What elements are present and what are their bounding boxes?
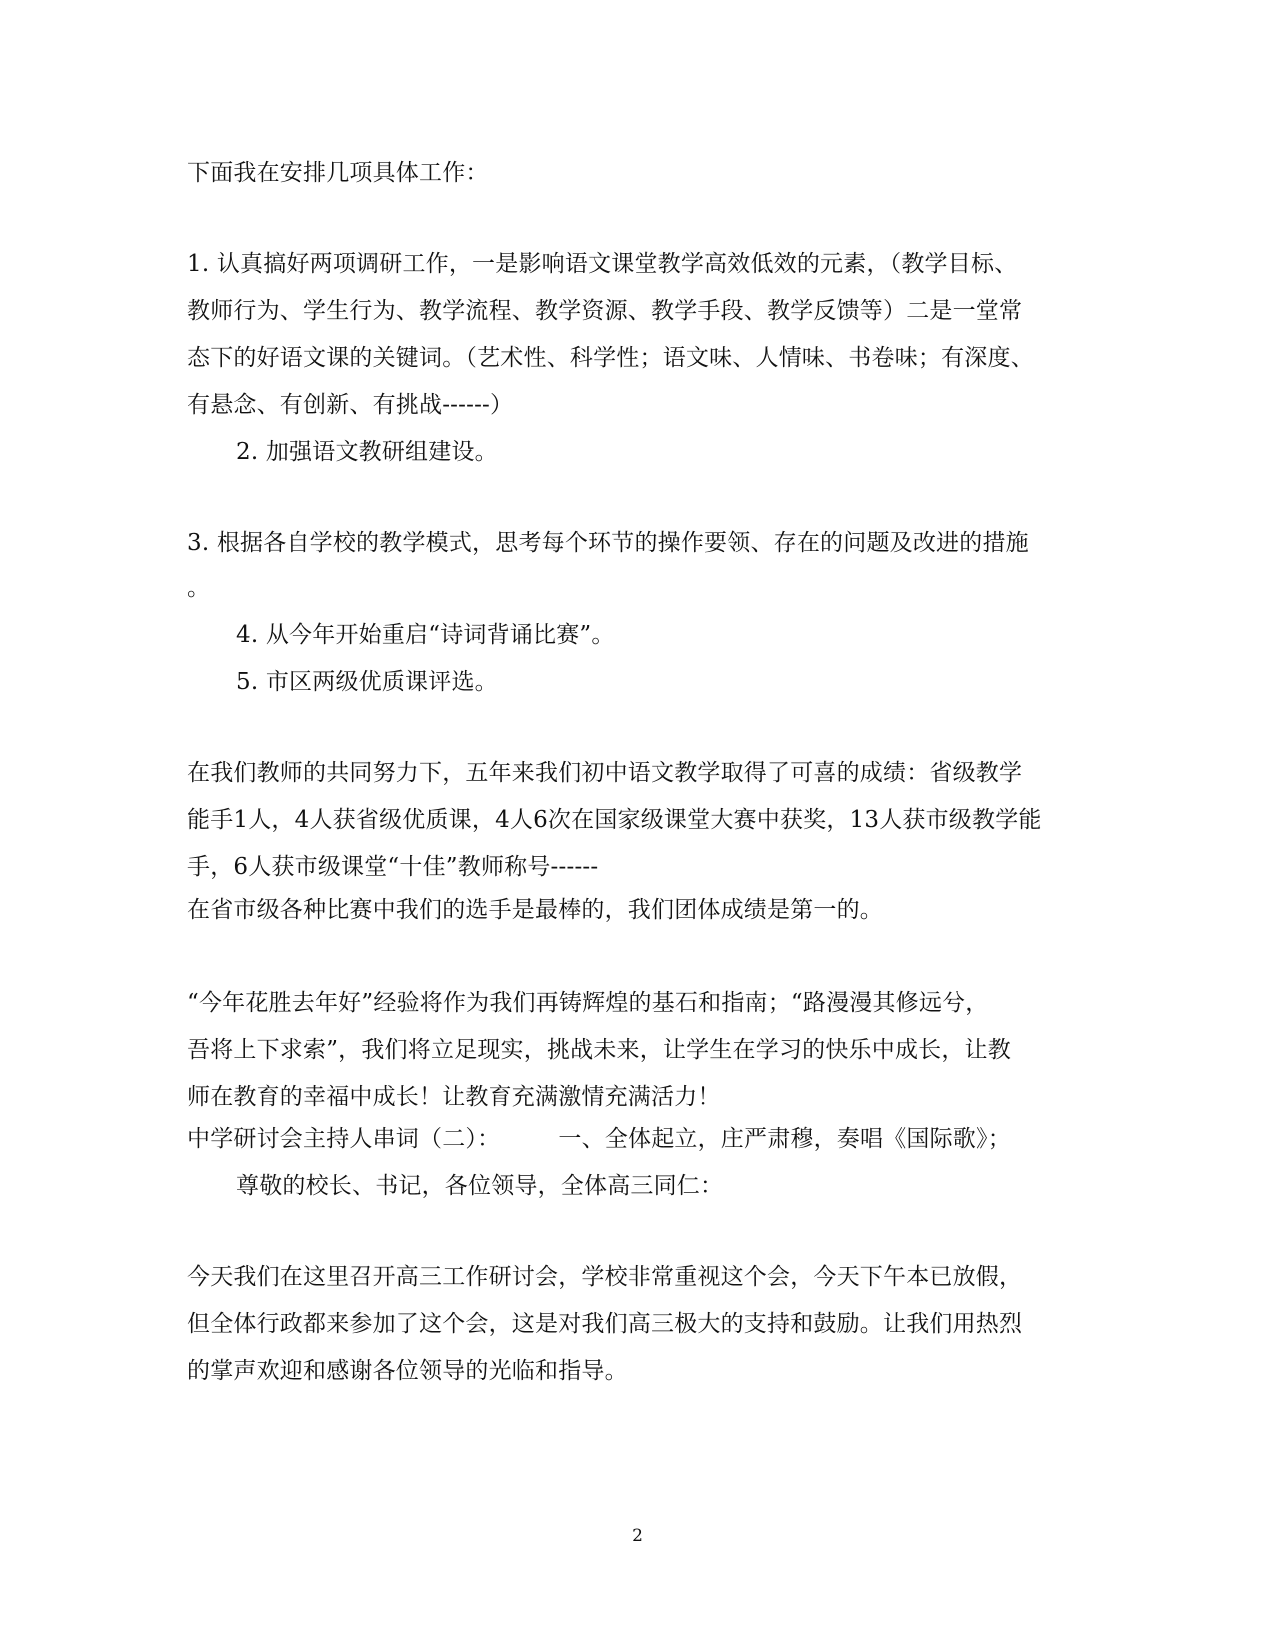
text-line: 吾将上下求索”，我们将立足现实，挑战未来，让学生在学习的快乐中成长，让教 <box>187 1037 1011 1063</box>
text-line: 1. 认真搞好两项调研工作，一是影响语文课堂教学高效低效的元素，（教学目标、 <box>187 251 1018 277</box>
text-line: 教师行为、学生行为、教学流程、教学资源、教学手段、教学反馈等）二是一堂常 <box>187 298 1023 324</box>
text-line: 但全体行政都来参加了这个会，这是对我们高三极大的支持和鼓励。让我们用热烈 <box>187 1311 1023 1337</box>
text-line: 的掌声欢迎和感谢各位领导的光临和指导。 <box>187 1358 628 1384</box>
text-line: 手，6人获市级课堂“十佳”教师称号------ <box>187 854 599 880</box>
text-line: 态下的好语文课的关键词。（艺术性、科学性；语文味、人情味、书卷味；有深度、 <box>187 345 1034 371</box>
text-line: 尊敬的校长、书记，各位领导，全体高三同仁： <box>236 1173 724 1199</box>
text-line: 2. 加强语文教研组建设。 <box>236 439 498 465</box>
text-line: 今天我们在这里召开高三工作研讨会，学校非常重视这个会，今天下午本已放假， <box>187 1264 1023 1290</box>
text-line: 3. 根据各自学校的教学模式，思考每个环节的操作要领、存在的问题及改进的措施 <box>187 530 1029 556</box>
page-number: 2 <box>632 1526 643 1546</box>
text-line: 中学研讨会主持人串词（二）： 一、全体起立，庄严肃穆，奏唱《国际歌》； <box>187 1126 1011 1152</box>
text-line: 下面我在安排几项具体工作： <box>187 160 489 186</box>
text-line: “今年花胜去年好”经验将作为我们再铸辉煌的基石和指南；“路漫漫其修远兮， <box>187 990 989 1016</box>
text-line: 有悬念、有创新、有挑战------） <box>187 392 514 418</box>
text-line: 在省市级各种比赛中我们的选手是最棒的，我们团体成绩是第一的。 <box>187 897 883 923</box>
text-line: 4. 从今年开始重启“诗词背诵比赛”。 <box>236 622 615 648</box>
text-line: 师在教育的幸福中成长！让教育充满激情充满活力！ <box>187 1084 721 1110</box>
text-line: 。 <box>187 575 211 601</box>
text-line: 5. 市区两级优质课评选。 <box>236 669 498 695</box>
text-line: 能手1人，4人获省级优质课，4人6次在国家级课堂大赛中获奖，13人获市级教学能 <box>187 807 1042 833</box>
text-line: 在我们教师的共同努力下，五年来我们初中语文教学取得了可喜的成绩：省级教学 <box>187 760 1023 786</box>
